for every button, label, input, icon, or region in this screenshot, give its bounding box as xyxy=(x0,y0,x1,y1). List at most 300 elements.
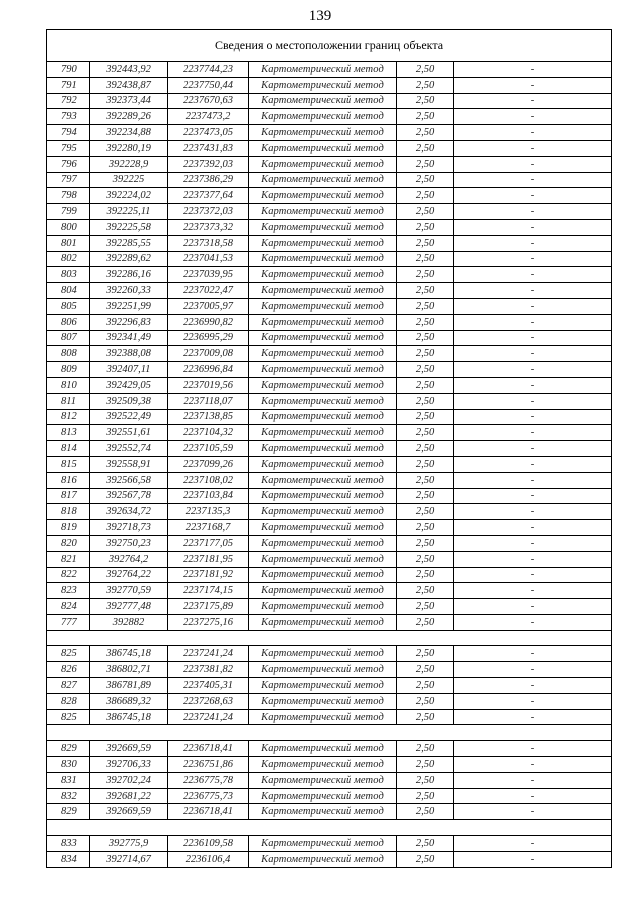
x-coordinate-cell: 392388,08 xyxy=(90,346,168,362)
accuracy-cell: 2,50 xyxy=(397,693,454,709)
y-coordinate-cell: 2236996,84 xyxy=(168,362,249,378)
method-cell: Картометрический метод xyxy=(249,267,397,283)
accuracy-cell: 2,50 xyxy=(397,346,454,362)
table-row xyxy=(47,504,612,520)
description-cell: - xyxy=(454,662,612,678)
accuracy-cell: 2,50 xyxy=(397,504,454,520)
method-cell: Картометрический метод xyxy=(249,156,397,172)
x-coordinate-cell: 392429,05 xyxy=(90,377,168,393)
accuracy-cell: 2,50 xyxy=(397,330,454,346)
table-row xyxy=(47,520,612,536)
x-coordinate-cell: 392228,9 xyxy=(90,156,168,172)
x-coordinate-cell: 392669,59 xyxy=(90,804,168,820)
point-number-cell: 827 xyxy=(47,678,90,694)
y-coordinate-cell: 2237670,63 xyxy=(168,93,249,109)
description-cell: - xyxy=(454,346,612,362)
x-coordinate-cell: 386802,71 xyxy=(90,662,168,678)
table-row xyxy=(47,472,612,488)
x-coordinate-cell: 392669,59 xyxy=(90,741,168,757)
table-row xyxy=(47,662,612,678)
accuracy-cell: 2,50 xyxy=(397,472,454,488)
y-coordinate-cell: 2236751,86 xyxy=(168,757,249,773)
point-number-cell: 821 xyxy=(47,551,90,567)
y-coordinate-cell: 2237318,58 xyxy=(168,235,249,251)
y-coordinate-cell: 2237168,7 xyxy=(168,520,249,536)
table-row xyxy=(47,251,612,267)
y-coordinate-cell: 2237377,64 xyxy=(168,188,249,204)
y-coordinate-cell: 2237138,85 xyxy=(168,409,249,425)
method-cell: Картометрический метод xyxy=(249,330,397,346)
point-number-cell: 807 xyxy=(47,330,90,346)
x-coordinate-cell: 392750,23 xyxy=(90,535,168,551)
point-number-cell: 790 xyxy=(47,62,90,78)
description-cell: - xyxy=(454,456,612,472)
description-cell: - xyxy=(454,804,612,820)
point-number-cell: 809 xyxy=(47,362,90,378)
point-number-cell: 820 xyxy=(47,535,90,551)
page-number: 139 xyxy=(308,8,332,24)
point-number-cell: 817 xyxy=(47,488,90,504)
point-number-cell: 791 xyxy=(47,77,90,93)
description-cell: - xyxy=(454,646,612,662)
accuracy-cell: 2,50 xyxy=(397,314,454,330)
x-coordinate-cell: 392289,26 xyxy=(90,109,168,125)
y-coordinate-cell: 2237373,32 xyxy=(168,219,249,235)
table-row xyxy=(47,535,612,551)
y-coordinate-cell: 2237381,82 xyxy=(168,662,249,678)
method-cell: Картометрический метод xyxy=(249,409,397,425)
point-number-cell: 794 xyxy=(47,125,90,141)
point-number-cell: 830 xyxy=(47,757,90,773)
accuracy-cell: 2,50 xyxy=(397,804,454,820)
accuracy-cell: 2,50 xyxy=(397,425,454,441)
accuracy-cell: 2,50 xyxy=(397,204,454,220)
point-number-cell: 831 xyxy=(47,772,90,788)
x-coordinate-cell: 386745,18 xyxy=(90,709,168,725)
description-cell: - xyxy=(454,77,612,93)
accuracy-cell: 2,50 xyxy=(397,836,454,852)
table-row xyxy=(47,109,612,125)
x-coordinate-cell: 392285,55 xyxy=(90,235,168,251)
point-number-cell: 813 xyxy=(47,425,90,441)
y-coordinate-cell: 2237039,95 xyxy=(168,267,249,283)
method-cell: Картометрический метод xyxy=(249,804,397,820)
x-coordinate-cell: 392280,19 xyxy=(90,140,168,156)
y-coordinate-cell: 2237009,08 xyxy=(168,346,249,362)
table-row xyxy=(47,788,612,804)
method-cell: Картометрический метод xyxy=(249,62,397,78)
method-cell: Картометрический метод xyxy=(249,836,397,852)
accuracy-cell: 2,50 xyxy=(397,788,454,804)
description-cell: - xyxy=(454,851,612,867)
method-cell: Картометрический метод xyxy=(249,757,397,773)
accuracy-cell: 2,50 xyxy=(397,409,454,425)
point-number-cell: 829 xyxy=(47,741,90,757)
method-cell: Картометрический метод xyxy=(249,693,397,709)
method-cell: Картометрический метод xyxy=(249,251,397,267)
table-row xyxy=(47,219,612,235)
y-coordinate-cell: 2236718,41 xyxy=(168,804,249,820)
method-cell: Картометрический метод xyxy=(249,567,397,583)
accuracy-cell: 2,50 xyxy=(397,93,454,109)
description-cell: - xyxy=(454,425,612,441)
accuracy-cell: 2,50 xyxy=(397,678,454,694)
method-cell: Картометрический метод xyxy=(249,441,397,457)
separator-row xyxy=(47,820,612,836)
accuracy-cell: 2,50 xyxy=(397,235,454,251)
x-coordinate-cell: 392718,73 xyxy=(90,520,168,536)
y-coordinate-cell: 2237177,05 xyxy=(168,535,249,551)
point-number-cell: 828 xyxy=(47,693,90,709)
y-coordinate-cell: 2237108,02 xyxy=(168,472,249,488)
method-cell: Картометрический метод xyxy=(249,678,397,694)
point-number-cell: 802 xyxy=(47,251,90,267)
table-body xyxy=(47,62,612,868)
description-cell: - xyxy=(454,267,612,283)
description-cell: - xyxy=(454,283,612,299)
method-cell: Картометрический метод xyxy=(249,646,397,662)
point-number-cell: 810 xyxy=(47,377,90,393)
table-row xyxy=(47,678,612,694)
y-coordinate-cell: 2237175,89 xyxy=(168,599,249,615)
point-number-cell: 811 xyxy=(47,393,90,409)
y-coordinate-cell: 2237744,23 xyxy=(168,62,249,78)
description-cell: - xyxy=(454,599,612,615)
x-coordinate-cell: 392551,61 xyxy=(90,425,168,441)
x-coordinate-cell: 392681,22 xyxy=(90,788,168,804)
description-cell: - xyxy=(454,614,612,630)
table-row xyxy=(47,757,612,773)
description-cell: - xyxy=(454,441,612,457)
description-cell: - xyxy=(454,504,612,520)
x-coordinate-cell: 392289,62 xyxy=(90,251,168,267)
accuracy-cell: 2,50 xyxy=(397,662,454,678)
method-cell: Картометрический метод xyxy=(249,741,397,757)
y-coordinate-cell: 2237750,44 xyxy=(168,77,249,93)
accuracy-cell: 2,50 xyxy=(397,172,454,188)
y-coordinate-cell: 2237386,29 xyxy=(168,172,249,188)
point-number-cell: 798 xyxy=(47,188,90,204)
x-coordinate-cell: 392522,49 xyxy=(90,409,168,425)
point-number-cell: 826 xyxy=(47,662,90,678)
description-cell: - xyxy=(454,298,612,314)
description-cell: - xyxy=(454,788,612,804)
method-cell: Картометрический метод xyxy=(249,614,397,630)
table-row xyxy=(47,646,612,662)
description-cell: - xyxy=(454,409,612,425)
accuracy-cell: 2,50 xyxy=(397,567,454,583)
method-cell: Картометрический метод xyxy=(249,520,397,536)
accuracy-cell: 2,50 xyxy=(397,156,454,172)
point-number-cell: 795 xyxy=(47,140,90,156)
x-coordinate-cell: 386745,18 xyxy=(90,646,168,662)
method-cell: Картометрический метод xyxy=(249,109,397,125)
accuracy-cell: 2,50 xyxy=(397,851,454,867)
x-coordinate-cell: 392224,02 xyxy=(90,188,168,204)
accuracy-cell: 2,50 xyxy=(397,125,454,141)
x-coordinate-cell: 392225,11 xyxy=(90,204,168,220)
accuracy-cell: 2,50 xyxy=(397,219,454,235)
table-row xyxy=(47,425,612,441)
table-row xyxy=(47,188,612,204)
point-number-cell: 822 xyxy=(47,567,90,583)
x-coordinate-cell: 392509,38 xyxy=(90,393,168,409)
x-coordinate-cell: 392882 xyxy=(90,614,168,630)
x-coordinate-cell: 392775,9 xyxy=(90,836,168,852)
table-row xyxy=(47,283,612,299)
x-coordinate-cell: 392714,67 xyxy=(90,851,168,867)
separator-cell xyxy=(47,630,612,646)
accuracy-cell: 2,50 xyxy=(397,77,454,93)
table-row xyxy=(47,583,612,599)
accuracy-cell: 2,50 xyxy=(397,441,454,457)
table-row xyxy=(47,93,612,109)
x-coordinate-cell: 392567,78 xyxy=(90,488,168,504)
table-row xyxy=(47,614,612,630)
table-row xyxy=(47,488,612,504)
accuracy-cell: 2,50 xyxy=(397,709,454,725)
accuracy-cell: 2,50 xyxy=(397,298,454,314)
point-number-cell: 796 xyxy=(47,156,90,172)
method-cell: Картометрический метод xyxy=(249,346,397,362)
y-coordinate-cell: 2237372,03 xyxy=(168,204,249,220)
boundary-coordinates-table xyxy=(46,29,612,868)
x-coordinate-cell: 392764,22 xyxy=(90,567,168,583)
table-row xyxy=(47,456,612,472)
table-row xyxy=(47,346,612,362)
table-row xyxy=(47,235,612,251)
method-cell: Картометрический метод xyxy=(249,788,397,804)
method-cell: Картометрический метод xyxy=(249,219,397,235)
x-coordinate-cell: 392438,87 xyxy=(90,77,168,93)
y-coordinate-cell: 2237019,56 xyxy=(168,377,249,393)
x-coordinate-cell: 392443,92 xyxy=(90,62,168,78)
table-row xyxy=(47,551,612,567)
x-coordinate-cell: 392764,2 xyxy=(90,551,168,567)
method-cell: Картометрический метод xyxy=(249,488,397,504)
method-cell: Картометрический метод xyxy=(249,77,397,93)
point-number-cell: 816 xyxy=(47,472,90,488)
table-row xyxy=(47,125,612,141)
method-cell: Картометрический метод xyxy=(249,583,397,599)
method-cell: Картометрический метод xyxy=(249,504,397,520)
description-cell: - xyxy=(454,188,612,204)
description-cell: - xyxy=(454,330,612,346)
description-cell: - xyxy=(454,156,612,172)
x-coordinate-cell: 392552,74 xyxy=(90,441,168,457)
separator-cell xyxy=(47,820,612,836)
y-coordinate-cell: 2237241,24 xyxy=(168,709,249,725)
point-number-cell: 801 xyxy=(47,235,90,251)
accuracy-cell: 2,50 xyxy=(397,599,454,615)
accuracy-cell: 2,50 xyxy=(397,583,454,599)
table-row xyxy=(47,393,612,409)
method-cell: Картометрический метод xyxy=(249,140,397,156)
table-row xyxy=(47,62,612,78)
y-coordinate-cell: 2237181,95 xyxy=(168,551,249,567)
method-cell: Картометрический метод xyxy=(249,298,397,314)
accuracy-cell: 2,50 xyxy=(397,535,454,551)
y-coordinate-cell: 2237268,63 xyxy=(168,693,249,709)
y-coordinate-cell: 2237181,92 xyxy=(168,567,249,583)
description-cell: - xyxy=(454,741,612,757)
point-number-cell: 818 xyxy=(47,504,90,520)
description-cell: - xyxy=(454,109,612,125)
y-coordinate-cell: 2237103,84 xyxy=(168,488,249,504)
point-number-cell: 812 xyxy=(47,409,90,425)
table-row xyxy=(47,140,612,156)
point-number-cell: 825 xyxy=(47,646,90,662)
x-coordinate-cell: 392286,16 xyxy=(90,267,168,283)
x-coordinate-cell: 392702,24 xyxy=(90,772,168,788)
method-cell: Картометрический метод xyxy=(249,362,397,378)
y-coordinate-cell: 2237104,32 xyxy=(168,425,249,441)
accuracy-cell: 2,50 xyxy=(397,283,454,299)
method-cell: Картометрический метод xyxy=(249,535,397,551)
point-number-cell: 829 xyxy=(47,804,90,820)
x-coordinate-cell: 392777,48 xyxy=(90,599,168,615)
method-cell: Картометрический метод xyxy=(249,125,397,141)
table-row xyxy=(47,741,612,757)
description-cell: - xyxy=(454,140,612,156)
y-coordinate-cell: 2236109,58 xyxy=(168,836,249,852)
accuracy-cell: 2,50 xyxy=(397,188,454,204)
table-row xyxy=(47,567,612,583)
x-coordinate-cell: 392225,58 xyxy=(90,219,168,235)
x-coordinate-cell: 392706,33 xyxy=(90,757,168,773)
description-cell: - xyxy=(454,314,612,330)
point-number-cell: 834 xyxy=(47,851,90,867)
point-number-cell: 814 xyxy=(47,441,90,457)
accuracy-cell: 2,50 xyxy=(397,741,454,757)
point-number-cell: 800 xyxy=(47,219,90,235)
accuracy-cell: 2,50 xyxy=(397,456,454,472)
x-coordinate-cell: 392251,99 xyxy=(90,298,168,314)
y-coordinate-cell: 2236990,82 xyxy=(168,314,249,330)
accuracy-cell: 2,50 xyxy=(397,377,454,393)
table-title-row xyxy=(47,30,612,62)
y-coordinate-cell: 2237135,3 xyxy=(168,504,249,520)
x-coordinate-cell: 386781,89 xyxy=(90,678,168,694)
x-coordinate-cell: 392225 xyxy=(90,172,168,188)
method-cell: Картометрический метод xyxy=(249,93,397,109)
table-row xyxy=(47,204,612,220)
accuracy-cell: 2,50 xyxy=(397,520,454,536)
y-coordinate-cell: 2237392,03 xyxy=(168,156,249,172)
method-cell: Картометрический метод xyxy=(249,188,397,204)
description-cell: - xyxy=(454,488,612,504)
separator-cell xyxy=(47,725,612,741)
y-coordinate-cell: 2236775,73 xyxy=(168,788,249,804)
accuracy-cell: 2,50 xyxy=(397,140,454,156)
description-cell: - xyxy=(454,772,612,788)
y-coordinate-cell: 2237174,15 xyxy=(168,583,249,599)
point-number-cell: 777 xyxy=(47,614,90,630)
description-cell: - xyxy=(454,678,612,694)
description-cell: - xyxy=(454,567,612,583)
point-number-cell: 806 xyxy=(47,314,90,330)
point-number-cell: 808 xyxy=(47,346,90,362)
method-cell: Картометрический метод xyxy=(249,851,397,867)
table-row xyxy=(47,314,612,330)
accuracy-cell: 2,50 xyxy=(397,614,454,630)
method-cell: Картометрический метод xyxy=(249,377,397,393)
accuracy-cell: 2,50 xyxy=(397,757,454,773)
method-cell: Картометрический метод xyxy=(249,662,397,678)
y-coordinate-cell: 2237118,07 xyxy=(168,393,249,409)
table-row xyxy=(47,804,612,820)
description-cell: - xyxy=(454,520,612,536)
accuracy-cell: 2,50 xyxy=(397,646,454,662)
method-cell: Картометрический метод xyxy=(249,599,397,615)
description-cell: - xyxy=(454,836,612,852)
y-coordinate-cell: 2237275,16 xyxy=(168,614,249,630)
description-cell: - xyxy=(454,393,612,409)
method-cell: Картометрический метод xyxy=(249,709,397,725)
method-cell: Картометрический метод xyxy=(249,235,397,251)
point-number-cell: 833 xyxy=(47,836,90,852)
y-coordinate-cell: 2237041,53 xyxy=(168,251,249,267)
y-coordinate-cell: 2237241,24 xyxy=(168,646,249,662)
point-number-cell: 799 xyxy=(47,204,90,220)
table-row xyxy=(47,298,612,314)
description-cell: - xyxy=(454,535,612,551)
table-row xyxy=(47,441,612,457)
method-cell: Картометрический метод xyxy=(249,204,397,220)
x-coordinate-cell: 392373,44 xyxy=(90,93,168,109)
point-number-cell: 803 xyxy=(47,267,90,283)
table-row xyxy=(47,693,612,709)
x-coordinate-cell: 392566,58 xyxy=(90,472,168,488)
description-cell: - xyxy=(454,62,612,78)
separator-row xyxy=(47,630,612,646)
method-cell: Картометрический метод xyxy=(249,393,397,409)
description-cell: - xyxy=(454,93,612,109)
point-number-cell: 797 xyxy=(47,172,90,188)
point-number-cell: 793 xyxy=(47,109,90,125)
table-row xyxy=(47,362,612,378)
description-cell: - xyxy=(454,235,612,251)
y-coordinate-cell: 2237473,2 xyxy=(168,109,249,125)
point-number-cell: 832 xyxy=(47,788,90,804)
method-cell: Картометрический метод xyxy=(249,772,397,788)
table-row xyxy=(47,267,612,283)
accuracy-cell: 2,50 xyxy=(397,393,454,409)
y-coordinate-cell: 2237022,47 xyxy=(168,283,249,299)
description-cell: - xyxy=(454,362,612,378)
point-number-cell: 805 xyxy=(47,298,90,314)
table-row xyxy=(47,409,612,425)
separator-row xyxy=(47,725,612,741)
table-row xyxy=(47,836,612,852)
table-row xyxy=(47,77,612,93)
method-cell: Картометрический метод xyxy=(249,314,397,330)
point-number-cell: 825 xyxy=(47,709,90,725)
table-row xyxy=(47,377,612,393)
x-coordinate-cell: 392260,33 xyxy=(90,283,168,299)
accuracy-cell: 2,50 xyxy=(397,362,454,378)
x-coordinate-cell: 392634,72 xyxy=(90,504,168,520)
y-coordinate-cell: 2236775,78 xyxy=(168,772,249,788)
y-coordinate-cell: 2237405,31 xyxy=(168,678,249,694)
table-row xyxy=(47,156,612,172)
table-row xyxy=(47,772,612,788)
description-cell: - xyxy=(454,583,612,599)
method-cell: Картометрический метод xyxy=(249,425,397,441)
y-coordinate-cell: 2236718,41 xyxy=(168,741,249,757)
table-row xyxy=(47,330,612,346)
x-coordinate-cell: 392770,59 xyxy=(90,583,168,599)
